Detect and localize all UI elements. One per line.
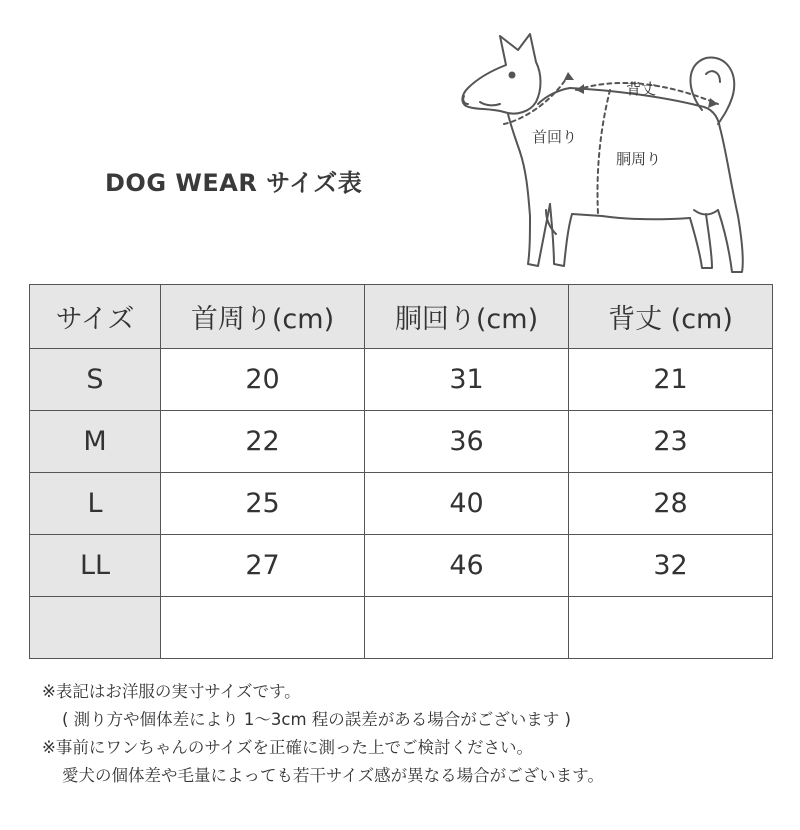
header-size: サイズ [30,285,161,349]
note-line: ※表記はお洋服の実寸サイズです。 [42,682,301,701]
row-back: 21 [569,349,773,411]
row-back: 32 [569,535,773,597]
header-back: 背丈 (cm) [569,285,773,349]
label-chest: 胴周り [616,150,662,168]
row-size: M [30,411,161,473]
size-table [29,284,773,659]
row-chest [365,597,569,659]
note-line: ( 測り方や個体差により 1～3cm 程の誤差がある場合がございます ) [62,710,571,729]
note-line: 愛犬の個体差や毛量によっても若干サイズ感が異なる場合がございます。 [62,766,604,785]
notes [42,678,604,790]
dog-measurement-diagram [450,20,770,285]
row-size: L [30,473,161,535]
row-neck: 27 [161,535,365,597]
row-back: 23 [569,411,773,473]
row-chest: 31 [365,349,569,411]
table-row [30,597,773,659]
label-back: 背丈 [626,80,657,98]
row-back [569,597,773,659]
row-size [30,597,161,659]
header-chest: 胴回り(cm) [365,285,569,349]
table-row [30,535,773,597]
table-row [30,473,773,535]
row-chest: 40 [365,473,569,535]
row-neck: 25 [161,473,365,535]
header-neck: 首周り(cm) [161,285,365,349]
row-chest: 46 [365,535,569,597]
row-neck: 20 [161,349,365,411]
row-neck: 22 [161,411,365,473]
note-line: ※事前にワンちゃんのサイズを正確に測った上でご検討ください。 [42,738,534,757]
row-back: 28 [569,473,773,535]
row-neck [161,597,365,659]
table-row [30,411,773,473]
table-row [30,349,773,411]
row-size: S [30,349,161,411]
label-neck: 首回り [532,128,578,146]
row-chest: 36 [365,411,569,473]
table-header-row [30,285,773,349]
row-size: LL [30,535,161,597]
dog-outline-icon [450,20,770,285]
page-title: DOG WEAR サイズ表 [105,169,363,197]
